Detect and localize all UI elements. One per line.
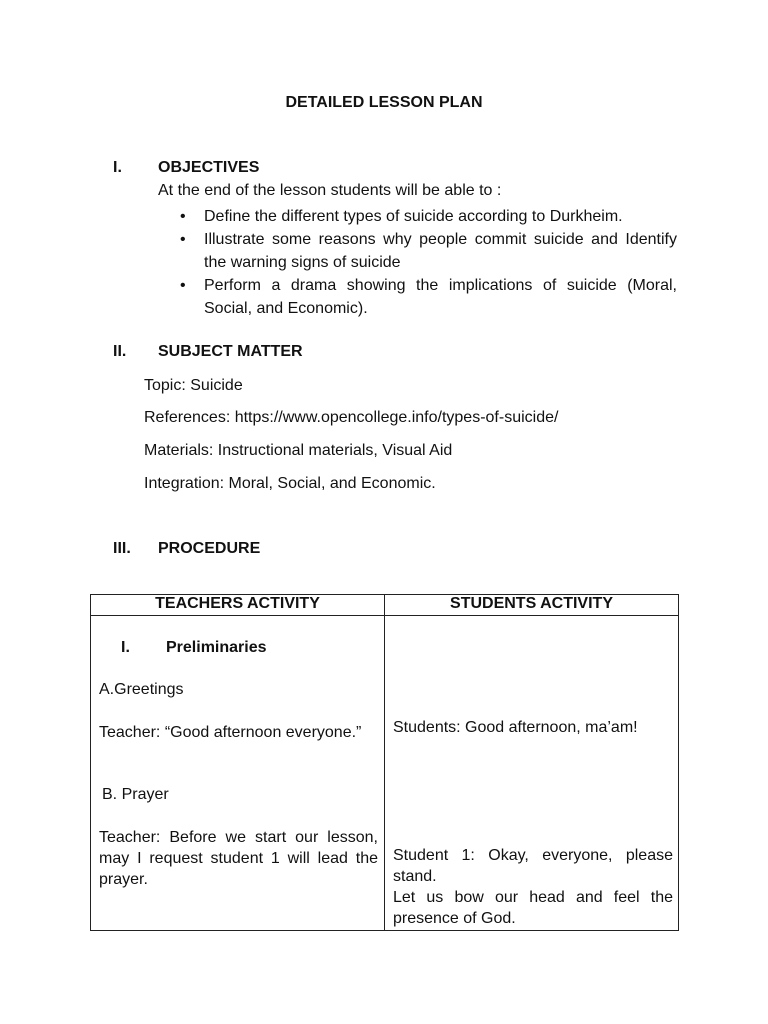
subject-references: References: https://www.opencollege.info/types-of-suicide/: [144, 409, 559, 426]
objectives-heading: OBJECTIVES: [158, 159, 260, 176]
teachers-activity-cell: [91, 616, 385, 931]
subject-integration: Integration: Moral, Social, and Economic.: [144, 475, 436, 492]
teachers-activity-header: TEACHERS ACTIVITY: [91, 595, 385, 616]
objective-item: • Illustrate some reasons why people commit suicide and Identify the warning signs of suicide: [180, 228, 677, 274]
table-header-row: [91, 595, 679, 616]
preliminaries-number: I.: [121, 639, 130, 656]
students-greeting-reply: Students: Good afternoon, ma’am!: [393, 719, 638, 736]
bullet-icon: •: [180, 231, 186, 248]
teacher-greeting-text: Teacher: “Good afternoon everyone.”: [99, 724, 362, 741]
objectives-number: I.: [113, 159, 122, 176]
preliminaries-heading: Preliminaries: [166, 639, 267, 656]
teacher-prayer-text: Teacher: Before we start our lesson, may I request student 1 will lead the prayer.: [99, 829, 378, 888]
procedure-heading: PROCEDURE: [158, 540, 261, 557]
greetings-heading: A.Greetings: [99, 681, 184, 698]
table-row: [91, 616, 679, 931]
objectives-list: [180, 205, 677, 320]
objectives-intro: At the end of the lesson students will be able to :: [158, 182, 502, 199]
student-prayer-reply: Student 1: Okay, everyone, please stand. Let us bow our head and feel the presence of God.: [393, 847, 673, 927]
bullet-icon: •: [180, 277, 186, 294]
subject-matter-heading: SUBJECT MATTER: [158, 343, 303, 360]
subject-topic: Topic: Suicide: [144, 377, 243, 394]
students-activity-header: STUDENTS ACTIVITY: [385, 595, 679, 616]
subject-matter-number: II.: [113, 343, 127, 360]
procedure-table: [90, 594, 679, 931]
objective-item: • Perform a drama showing the implications of suicide (Moral, Social, and Economic).: [180, 274, 677, 320]
document-title: DETAILED LESSON PLAN: [285, 94, 483, 111]
objective-item: • Define the different types of suicide according to Durkheim.: [180, 205, 677, 228]
bullet-icon: •: [180, 208, 186, 225]
subject-materials: Materials: Instructional materials, Visual Aid: [144, 442, 453, 459]
students-activity-cell: [385, 616, 679, 931]
prayer-heading: B. Prayer: [102, 786, 169, 803]
procedure-number: III.: [113, 540, 131, 557]
